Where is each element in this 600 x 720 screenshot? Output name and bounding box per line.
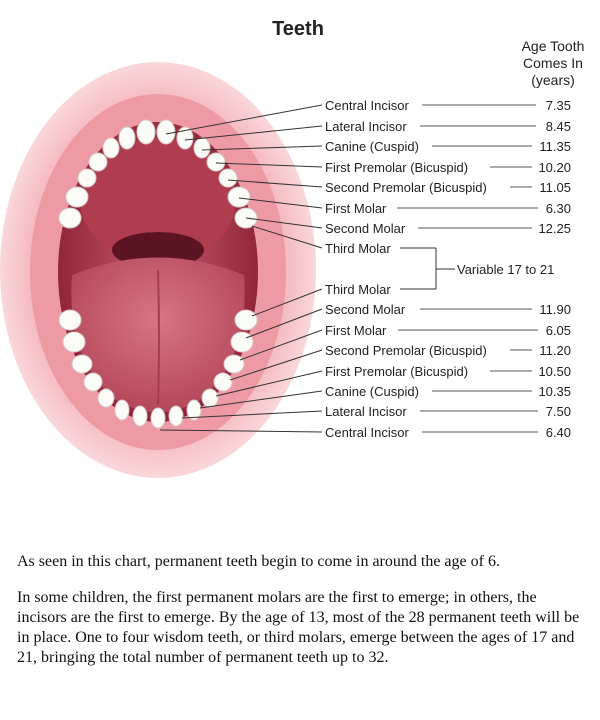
tongue-midline xyxy=(158,270,159,405)
tooth-label: First Molar xyxy=(325,323,387,338)
tooth-label: Second Molar xyxy=(325,221,406,236)
lower-tooth xyxy=(98,389,114,407)
tooth-label: Canine (Cuspid) xyxy=(325,139,419,154)
lower-tooth xyxy=(63,332,85,352)
age-header-line: Age Tooth xyxy=(521,38,585,54)
upper-tooth xyxy=(228,187,250,207)
tooth-label: Third Molar xyxy=(325,282,391,297)
age-value: 11.20 xyxy=(539,343,571,358)
lower-tooth xyxy=(115,400,129,420)
upper-tooth xyxy=(59,208,81,228)
tooth-label: First Premolar (Bicuspid) xyxy=(325,160,469,175)
lower-tooth xyxy=(235,310,257,330)
age-value: 8.45 xyxy=(545,119,571,134)
third-molar-bracket xyxy=(400,248,455,289)
lower-tooth xyxy=(72,355,92,373)
age-value: 11.35 xyxy=(539,139,571,154)
upper-tooth xyxy=(219,169,237,187)
lower-tooth xyxy=(133,406,147,426)
tooth-label: Second Premolar (Bicuspid) xyxy=(325,343,487,358)
tooth-label: Second Molar xyxy=(325,302,406,317)
age-value: 7.35 xyxy=(545,98,571,113)
lower-tooth xyxy=(202,389,218,407)
upper-tooth xyxy=(137,120,155,144)
age-header-line: (years) xyxy=(531,72,575,88)
tooth-label: Lateral Incisor xyxy=(325,119,407,134)
age-value: 11.90 xyxy=(539,302,571,317)
lower-tooth xyxy=(59,310,81,330)
lower-tooth xyxy=(224,355,244,373)
tooth-label: Central Incisor xyxy=(325,425,409,440)
upper-tooth xyxy=(66,187,88,207)
age-value: 7.50 xyxy=(545,404,571,419)
lower-ages xyxy=(538,302,571,440)
age-value: 10.50 xyxy=(538,364,571,379)
lower-tooth xyxy=(169,406,183,426)
upper-labels xyxy=(325,98,487,256)
age-value: 6.05 xyxy=(545,323,571,338)
upper-ages xyxy=(538,98,571,236)
tooth-label: Lateral Incisor xyxy=(325,404,407,419)
upper-tooth xyxy=(103,138,119,158)
age-value: 12.25 xyxy=(538,221,571,236)
tooth-label: First Premolar (Bicuspid) xyxy=(325,364,469,379)
age-value: 10.20 xyxy=(538,160,571,175)
lower-tooth xyxy=(231,332,253,352)
tooth-label: Central Incisor xyxy=(325,98,409,113)
tooth-label: Second Premolar (Bicuspid) xyxy=(325,180,487,195)
upper-tooth xyxy=(157,120,175,144)
age-value: 6.40 xyxy=(545,425,571,440)
upper-tooth xyxy=(89,153,107,171)
lower-tooth xyxy=(214,373,232,391)
upper-tooth xyxy=(78,169,96,187)
age-value: 11.05 xyxy=(539,180,571,195)
tooth-label: Third Molar xyxy=(325,241,391,256)
lower-tooth xyxy=(84,373,102,391)
third-molar-age-note: Variable 17 to 21 xyxy=(457,262,555,277)
tooth-label: First Molar xyxy=(325,201,387,216)
age-header-line: Comes In xyxy=(523,55,583,71)
upper-tooth xyxy=(119,127,135,149)
tooth-label: Canine (Cuspid) xyxy=(325,384,419,399)
lower-labels xyxy=(325,282,487,440)
upper-tooth xyxy=(194,138,210,158)
age-value: 6.30 xyxy=(545,201,571,216)
page-title: Teeth xyxy=(272,18,324,40)
intro-paragraph: As seen in this chart, permanent teeth begin to come in around the age of 6. xyxy=(17,553,500,570)
age-value: 10.35 xyxy=(538,384,571,399)
upper-tooth xyxy=(207,153,225,171)
lower-tooth xyxy=(151,408,165,428)
body-paragraph: In some children, the first permanent molars are the first to emerge; in others, the incisors are the first to emerge. By the age of 13, most of the 28 permanent teeth will be in place. One to four wisdom teeth, or third molars, emerge between the ages of 17 and 21, bringing the total number of permanent teeth up to 32. xyxy=(17,589,580,666)
